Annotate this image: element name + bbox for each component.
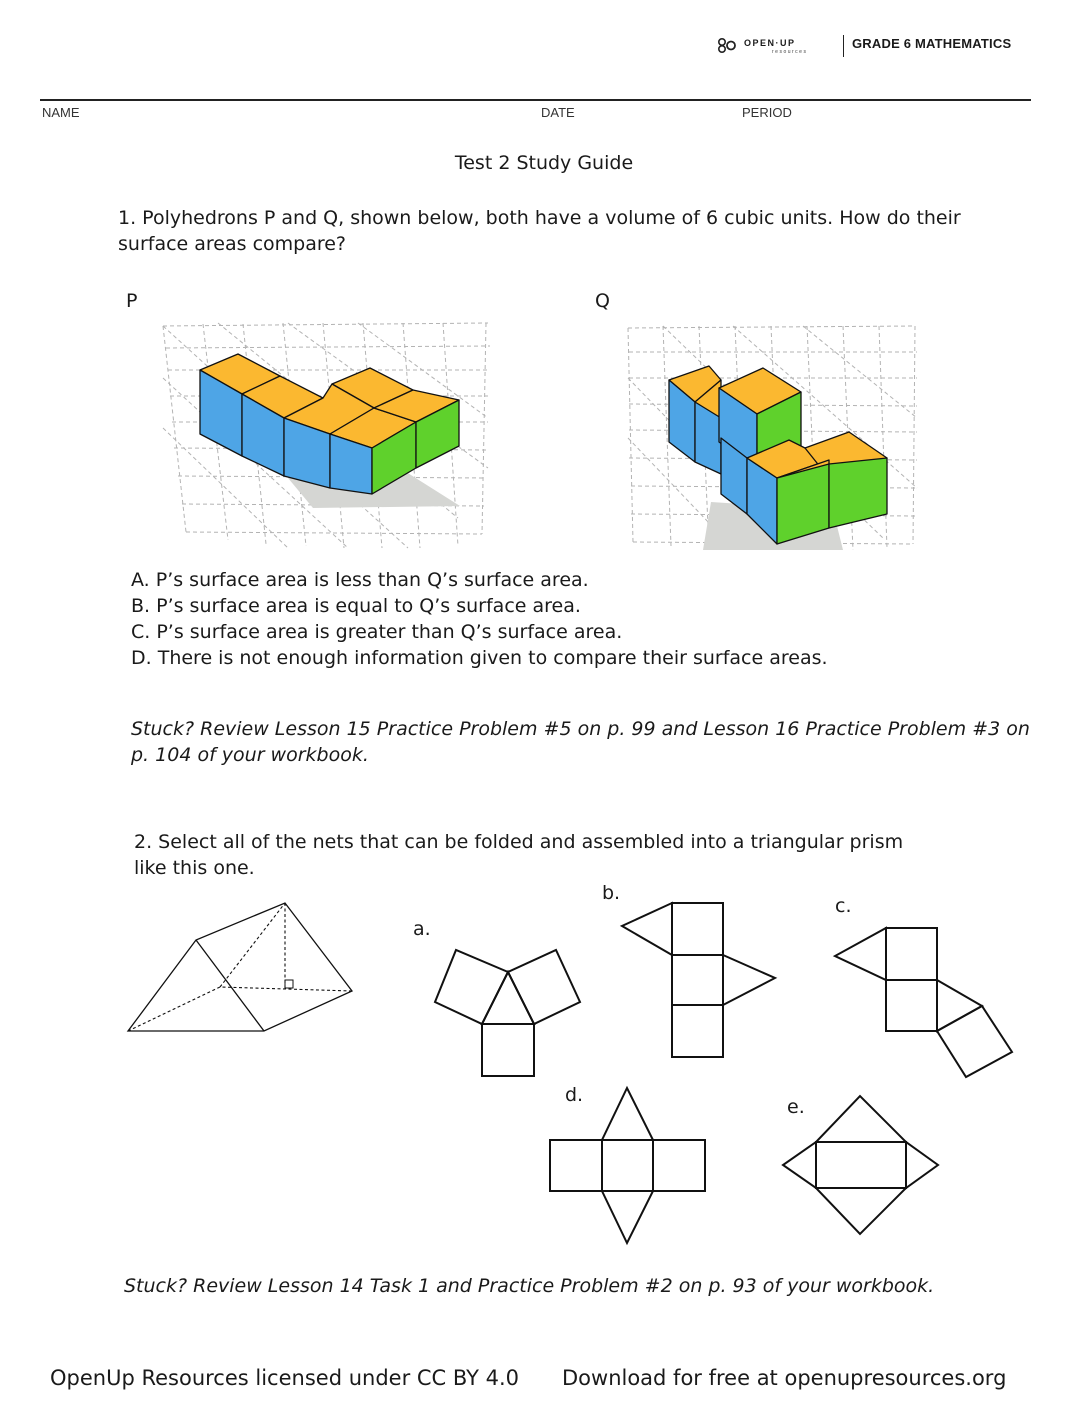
net-b[interactable] [615,898,785,1068]
period-label: PERIOD [742,105,792,120]
question-1-line-1: 1. Polyhedrons P and Q, shown below, both have a volume of 6 cubic units. How do their [118,207,961,229]
net-c[interactable] [830,922,1020,1082]
stuck-hint-1-line-1: Stuck? Review Lesson 15 Practice Problem #5 on p. 99 and Lesson 16 Practice Problem #3 on [131,718,1030,740]
net-e[interactable] [778,1092,943,1247]
label-q: Q [595,290,610,312]
stuck-hint-1-line-2: p. 104 of your workbook. [131,744,369,766]
openup-logo [716,35,828,55]
q-side-e [829,458,887,528]
footer-download[interactable]: Download for free at openupresources.org [562,1366,1007,1390]
net-label-c: c. [835,895,852,917]
net-a[interactable] [430,940,590,1080]
stuck-hint-2: Stuck? Review Lesson 14 Task 1 and Practice Problem #2 on p. 93 of your workbook. [124,1275,935,1297]
course-title: GRADE 6 MATHEMATICS [852,36,1012,51]
triangular-prism-figure [120,895,360,1035]
polyhedron-q-figure [623,318,923,558]
logo-subtext: resources [772,49,808,55]
question-1-line-2: surface areas compare? [118,233,347,255]
logo-text: OPEN·UP [744,38,796,48]
net-d[interactable] [545,1083,710,1248]
question-2-line-1: 2. Select all of the nets that can be folded and assembled into a triangular prism [134,831,904,853]
page-title: Test 2 Study Guide [454,152,634,174]
openup-logo-icon [716,35,740,55]
header-rule [40,99,1031,101]
footer-license: OpenUp Resources licensed under CC BY 4.0 [50,1366,520,1390]
net-label-b: b. [602,882,621,904]
option-b[interactable]: B. P’s surface area is equal to Q’s surface area. [131,595,581,617]
label-p: P [126,290,138,312]
option-c[interactable]: C. P’s surface area is greater than Q’s surface area. [131,621,623,643]
option-a[interactable]: A. P’s surface area is less than Q’s surface area. [131,569,589,591]
polyhedron-p-figure [158,318,498,558]
option-d[interactable]: D. There is not enough information given to compare their surface areas. [131,647,828,669]
net-label-a: a. [413,918,431,940]
net-label-e: e. [787,1096,805,1118]
question-2-line-2: like this one. [134,857,255,879]
date-label: DATE [541,105,575,120]
name-label: NAME [42,105,80,120]
net-label-d: d. [565,1084,584,1106]
header-divider [843,35,844,57]
